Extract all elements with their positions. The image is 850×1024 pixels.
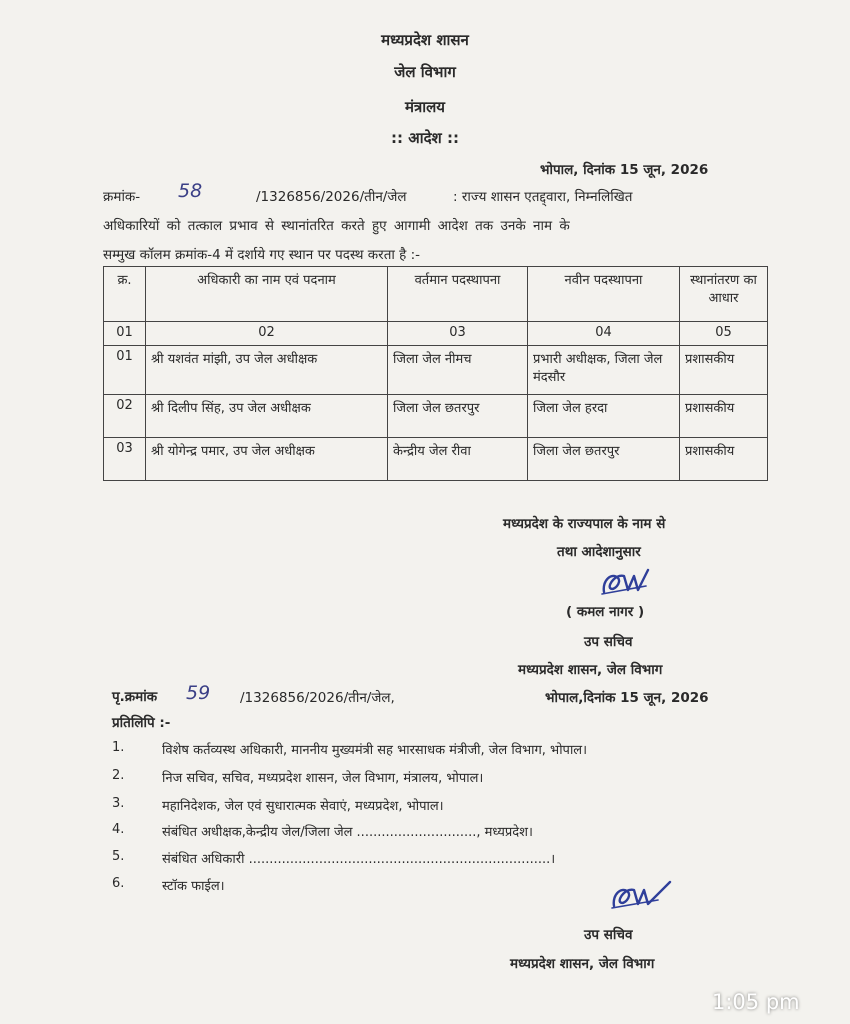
endorsement-org: मध्यप्रदेश शासन, जेल विभाग — [510, 956, 655, 972]
endorsement-number-label: पृ.क्रमांक — [112, 689, 158, 705]
column-number-row — [104, 322, 768, 346]
office-heading: मंत्रालय — [404, 98, 445, 116]
officer-cell: श्री यशवंत मांझी, उप जेल अधीक्षक — [146, 346, 388, 395]
col-header: नवीन पदस्थापना — [528, 267, 680, 322]
basis-cell: प्रशासकीय — [680, 438, 768, 481]
col-header: स्थानांतरण का आधार — [680, 267, 768, 322]
col-number: 05 — [680, 322, 768, 346]
signatory-org: मध्यप्रदेश शासन, जेल विभाग — [518, 662, 663, 678]
signatory-designation: उप सचिव — [584, 634, 633, 650]
serial-cell: 03 — [104, 438, 146, 481]
order-body-line1: : राज्य शासन एतद्द्वारा, निम्नलिखित — [453, 189, 633, 205]
table-row — [104, 395, 768, 438]
order-place-date: भोपाल, दिनांक 15 जून, 2026 — [540, 162, 709, 178]
signatory-line2: तथा आदेशानुसार — [557, 544, 641, 560]
endorsement-place-date: भोपाल,दिनांक 15 जून, 2026 — [545, 690, 709, 706]
order-number-handwritten: 58 — [178, 180, 203, 202]
department-heading: जेल विभाग — [394, 63, 456, 81]
basis-cell: प्रशासकीय — [680, 346, 768, 395]
order-body-line2: अधिकारियों को तत्काल प्रभाव से स्थानांतरित करते हुए आगामी आदेश तक उनके नाम के — [103, 218, 570, 234]
current-posting-cell: केन्द्रीय जेल रीवा — [388, 438, 528, 481]
signatory-name: ( कमल नागर ) — [566, 604, 645, 620]
document-page: मध्यप्रदेश शासन जेल विभाग मंत्रालय :: आदेश :: भोपाल, दिनांक 15 जून, 2026 क्रमांक- 58 /1326856/2026/तीन/जेल : राज्य शासन एतद्द्वारा, निम्नलिखित अधिकारियों को तत्काल प्रभाव से स्थानांतरित करते हुए आगामी आदेश तक उनके नाम के सम्मुख कॉलम क्रमांक-4 में दर्शाये गए स्थान पर पदस्थ करता है :- क्र. अधिकारी का नाम एवं पदनाम वर्तमान पदस्थापना नवीन पदस्थापना स्थानांतरण का आधार 01 02 03 04 05 01 श्री यशवंत मांझी, उप जेल अधीक्षक जिला जेल नीमच प्रभारी अधीक्षक, जिला जेल मंदसौर प्रशासकीय 02 श्री दिलीप सिंह, उप जेल अधीक्षक जिला जेल छतरपुर जिला जेल हरदा प्रशासकीय 03 श्री योगेन्द्र पमार, उप जेल अधीक्षक केन्द्रीय जेल रीवा जिला जेल छतरपुर प्रशासकीय मध्यप्रदेश के राज्यपाल के नाम से तथा आदेशानुसार ( कमल नागर ) उप सचिव मध्यप्रदेश शासन, जेल विभाग पृ.क्रमांक 59 /1326856/2026/तीन/जेल, भोपाल,दिनांक 15 जून, 2026 प्रतिलिपि :- 1. विशेष कर्तव्यस्थ अधिकारी, माननीय मुख्यमंत्री सह भारसाधक मंत्रीजी, जेल विभाग, भोपाल। 2. निज सचिव, सचिव, मध्यप्रदेश शासन, जेल विभाग, मंत्रालय, भोपाल। 3. महानिदेशक, जेल एवं सुधारात्मक सेवाएं, मध्यप्रदेश, भोपाल। 4. संबंधित अधीक्षक,केन्द्रीय जेल/जिला जेल ............................., मध्यप्रदेश। 5. संबंधित अधिकारी .........................................................................। 6. स्टॉक फाईल। उप सचिव मध्यप्रदेश शासन, जेल विभाग 1:05 pm — [0, 0, 850, 1024]
table-row — [104, 438, 768, 481]
col-number: 03 — [388, 322, 528, 346]
basis-cell: प्रशासकीय — [680, 395, 768, 438]
current-posting-cell: जिला जेल नीमच — [388, 346, 528, 395]
col-number: 04 — [528, 322, 680, 346]
col-number: 01 — [104, 322, 146, 346]
status-time: 1:05 pm — [712, 990, 800, 1014]
new-posting-cell: जिला जेल छतरपुर — [528, 438, 680, 481]
signature-icon — [598, 564, 654, 600]
endorsement-number-handwritten: 59 — [186, 682, 211, 704]
new-posting-cell: प्रभारी अधीक्षक, जिला जेल मंदसौर — [528, 346, 680, 395]
endorsement-designation: उप सचिव — [584, 927, 633, 943]
col-header: वर्तमान पदस्थापना — [388, 267, 528, 322]
order-number-suffix: /1326856/2026/तीन/जेल — [256, 189, 407, 205]
table-row — [104, 346, 768, 395]
serial-cell: 02 — [104, 395, 146, 438]
endorsement-number-suffix: /1326856/2026/तीन/जेल, — [240, 690, 395, 706]
copy-label: प्रतिलिपि :- — [112, 715, 171, 731]
new-posting-cell: जिला जेल हरदा — [528, 395, 680, 438]
order-title: :: आदेश :: — [391, 129, 459, 147]
officer-cell: श्री योगेन्द्र पमार, उप जेल अधीक्षक — [146, 438, 388, 481]
table-header-row — [104, 267, 768, 322]
order-body-line3: सम्मुख कॉलम क्रमांक-4 में दर्शाये गए स्थान पर पदस्थ करता है :- — [103, 247, 421, 263]
signature-icon — [608, 876, 676, 914]
government-heading: मध्यप्रदेश शासन — [381, 31, 469, 49]
officer-cell: श्री दिलीप सिंह, उप जेल अधीक्षक — [146, 395, 388, 438]
current-posting-cell: जिला जेल छतरपुर — [388, 395, 528, 438]
order-number-label: क्रमांक- — [103, 189, 141, 205]
col-header: क्र. — [104, 267, 146, 322]
signatory-line1: मध्यप्रदेश के राज्यपाल के नाम से — [503, 516, 666, 532]
col-number: 02 — [146, 322, 388, 346]
transfer-table — [103, 266, 768, 481]
serial-cell: 01 — [104, 346, 146, 395]
col-header: अधिकारी का नाम एवं पदनाम — [146, 267, 388, 322]
